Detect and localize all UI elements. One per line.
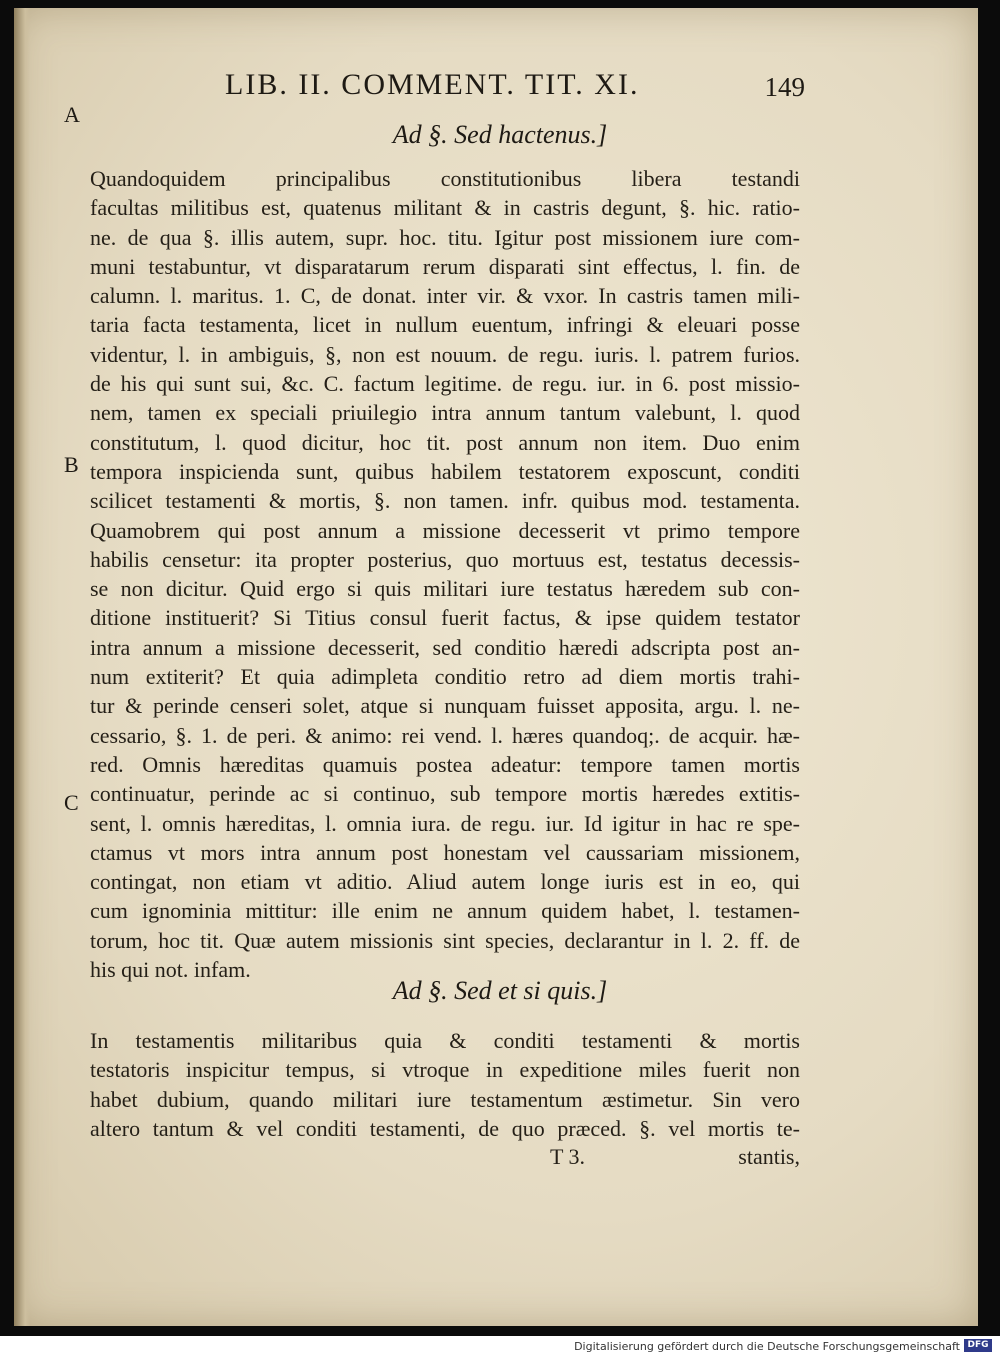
text-line: Quamobrem qui post annum a missione decesserit vt primo tempore [90,517,800,543]
text-line: tempora inspicienda sunt, quibus habilem testatorem exposcunt, conditi [90,458,800,484]
text-line: Quandoquidem principalibus constitutionibus libera testandi [90,166,800,191]
section-body-1 [90,164,800,984]
text-line: ctamus vt mors intra annum post honestam vel caussariam missionem, [90,839,800,865]
margin-letter-c: C [64,790,79,815]
page-gutter-shadow [14,8,30,1326]
text-line: scilicet testamenti & mortis, §. non tamen. infr. quibus mod. testamenta. [90,488,800,514]
text-line: altero tantum & vel conditi testamenti, de quo præced. §. vel mortis te- [90,1115,800,1141]
footer-credit: Digitalisierung gefördert durch die Deutsche Forschungsgemeinschaft [574,1340,960,1353]
text-line: muni testabuntur, vt disparatarum rerum disparati sint effectus, l. fin. de [90,253,800,279]
catchword: stantis, [738,1144,800,1169]
text-line: nem, tamen ex speciali priuilegio intra annum tantum valebunt, l. quod [90,400,800,426]
text-line: red. Omnis hæreditas quamuis postea adeatur: tempore tamen mortis [90,751,800,777]
text-line: videntur, l. in ambiguis, §, non est nouum. de regu. iuris. l. patrem furios. [90,341,800,367]
text-line: ditione instituerit? Si Titius consul fuerit factus, & ipse quidem testator [90,605,800,631]
page-foot [90,1144,800,1174]
dfg-logo: DFG [964,1339,992,1352]
section-body-2 [90,1026,800,1143]
margin-letter-b: B [64,452,79,477]
text-line: facultas militibus est, quatenus militant & in castris degunt, §. hic. ratio- [90,195,800,221]
text-line: tur & perinde censeri solet, atque si nunquam fuisset apposita, argu. l. ne- [90,693,800,719]
text-line: constitutum, l. quod dicitur, hoc tit. post annum non item. Duo enim [90,429,800,455]
text-line: cessario, §. 1. de peri. & animo: rei vend. l. hæres quandoq;. de acquir. hæ- [90,722,800,748]
text-line: habet dubium, quando militari iure testamentum æstimetur. Sin vero [90,1086,800,1112]
digitization-footer [0,1336,1000,1356]
text-line: se non dicitur. Quid ergo si quis militari iure testatus hæredem sub con- [90,576,800,602]
section-heading-1: Ad §. Sed hactenus.] [392,120,608,149]
text-line: sent, l. omnis hæreditas, l. omnia iura. de regu. iur. Id igitur in hac re spe- [90,810,800,836]
page-number: 149 [764,72,805,102]
text-line: continuatur, perinde ac si continuo, sub tempore mortis hæredes extitis- [90,781,800,807]
text-line: cum ignominia mittitur: ille enim ne annum quidem habet, l. testamen- [90,898,800,924]
signature-mark: T 3. [550,1144,586,1169]
text-line: intra annum a missione decesserit, sed conditio hæredi adscripta post an- [90,634,800,660]
text-line: habilis censetur: ita propter posterius, quo mortuus est, testatus decessis- [90,546,800,572]
text-line: de his qui sunt sui, &c. C. factum legitime. de regu. iur. in 6. post missio- [90,371,800,397]
text-line: calumn. l. maritus. 1. C, de donat. inter vir. & vxor. In castris tamen mili- [90,283,800,309]
text-line: In testamentis militaribus quia & conditi testamenti & mortis [90,1028,800,1053]
text-line: contingat, non etiam vt aditio. Aliud autem longe iuris est in eo, qui [90,869,800,895]
text-line: testatoris inspicitur tempus, si vtroque in expeditione miles fuerit non [90,1057,800,1083]
text-line: torum, hoc tit. Quæ autem missionis sint species, declarantur in l. 2. ff. de [90,927,800,953]
text-line: taria facta testamenta, licet in nullum euentum, infringi & eleuari posse [90,312,800,338]
margin-letter-a: A [64,102,80,127]
text-line: num extiterit? Et quia adimpleta conditio retro ad diem mortis trahi- [90,664,800,690]
text-line: ne. de qua §. illis autem, supr. hoc. titu. Igitur post missionem iure com- [90,224,800,250]
running-header [215,66,815,106]
section-heading-2: Ad §. Sed et si quis.] [392,976,608,1005]
text-line: his qui not. infam. [90,957,251,983]
running-title: LIB. II. COMMENT. TIT. XI. [225,68,640,101]
